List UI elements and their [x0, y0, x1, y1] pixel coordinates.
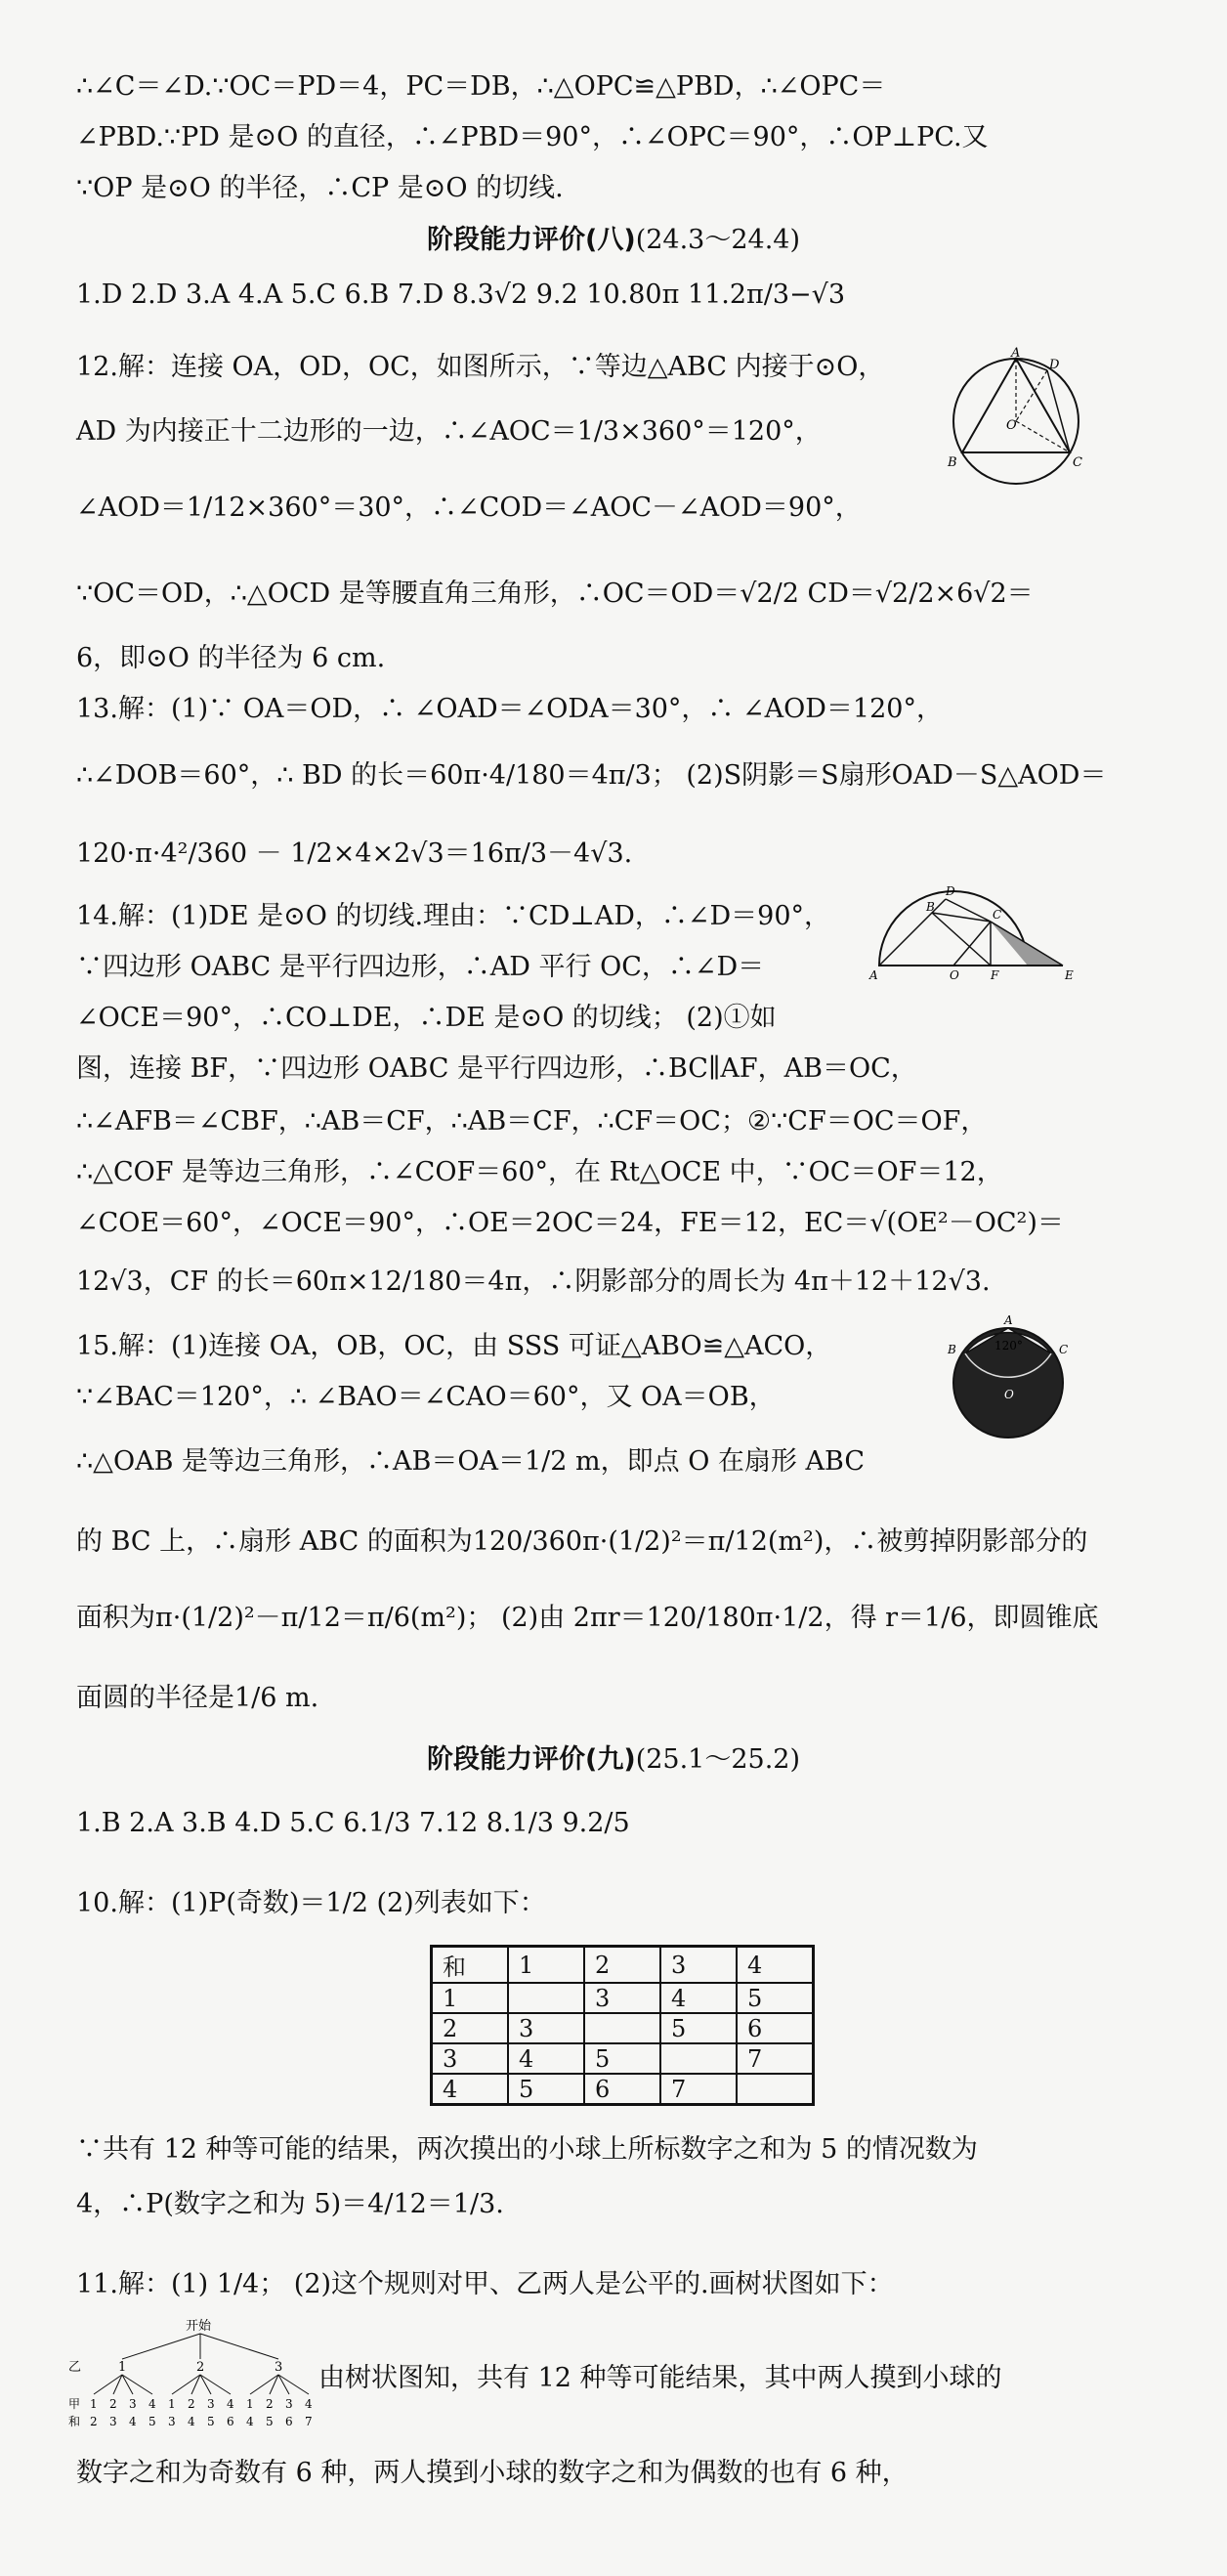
- fig-label: O: [950, 968, 959, 982]
- answer-line: 1.B 2.A 3.B 4.D 5.C 6.1/3 7.12 8.1/3 9.2/5: [76, 1808, 630, 1838]
- section-heading-title: 阶段能力评价(八): [427, 225, 636, 255]
- tree-leaf: 3: [129, 2397, 137, 2411]
- tree-sum: 2: [90, 2415, 98, 2428]
- tree-sum: 5: [207, 2415, 215, 2428]
- semicircle-figure-14: [867, 880, 1082, 992]
- text-line: ∠PBD.∵PD 是⊙O 的直径，∴∠PBD＝90°，∴∠OPC＝90°，∴OP⊥PC.又: [76, 122, 989, 152]
- text-line: ∴△OAB 是等边三角形，∴AB＝OA＝1/2 m，即点 O 在扇形 ABC: [76, 1446, 865, 1477]
- sum-table: [430, 1945, 815, 2106]
- text-line: ∴∠C＝∠D.∵OC＝PD＝4，PC＝DB，∴△OPC≌△PBD，∴∠OPC＝: [76, 71, 886, 102]
- table-cell: 5: [508, 2074, 584, 2105]
- tree-leaf: 3: [207, 2397, 215, 2411]
- text-line: ∴∠AFB＝∠CBF，∴AB＝CF，∴AB＝CF，∴CF＝OC；②∵CF＝OC＝OF，: [76, 1106, 988, 1137]
- text-line: 13.解：(1)∵ OA＝OD，∴ ∠OAD＝∠ODA＝30°，∴ ∠AOD＝120°，: [76, 694, 943, 724]
- tree-label-yi: 乙: [68, 2360, 82, 2375]
- text-line: ∵∠BAC＝120°，∴ ∠BAO＝∠CAO＝60°，又 OA＝OB，: [76, 1382, 776, 1412]
- table-cell: 6: [584, 2074, 660, 2105]
- text-line: ∠AOD＝1/12×360°＝30°，∴∠COD＝∠AOC－∠AOD＝90°，: [76, 493, 862, 523]
- sector-figure-15: [938, 1314, 1079, 1446]
- tree-node: 2: [196, 2360, 205, 2375]
- table-cell: 3: [508, 2013, 584, 2043]
- tree-leaf: 1: [246, 2397, 254, 2411]
- text-line: 的 BC 上，∴扇形 ABC 的面积为120/360π·(1/2)²＝π/12(m²)，∴被剪掉阴影部分的: [76, 1526, 1088, 1557]
- tree-node: 1: [118, 2360, 127, 2375]
- table-cell: [508, 1983, 584, 2013]
- table-cell: 4: [660, 1983, 737, 2013]
- tree-node: 3: [275, 2360, 283, 2375]
- text-line: 12.解：连接 OA，OD，OC，如图所示，∵等边△ABC 内接于⊙O，: [76, 352, 885, 382]
- section-heading-title: 阶段能力评价(九): [427, 1744, 636, 1775]
- fig-label: C: [1059, 1343, 1069, 1356]
- table-row: [432, 1947, 814, 1984]
- fig-label: D: [1049, 358, 1060, 372]
- table-cell: 和: [432, 1947, 509, 1984]
- text-line: 12√3，CF 的长＝60π×12/180＝4π，∴阴影部分的周长为 4π＋12＋12√3.: [76, 1267, 991, 1297]
- tree-sum: 5: [148, 2415, 156, 2428]
- tree-sum: 5: [266, 2415, 274, 2428]
- tree-leaf: 2: [188, 2397, 195, 2411]
- section-heading: [0, 1746, 1227, 1773]
- fig-label: C: [993, 908, 1002, 922]
- table-cell: [584, 2013, 660, 2043]
- tree-sum: 3: [109, 2415, 117, 2428]
- text-line: 面圆的半径是1/6 m.: [76, 1683, 319, 1713]
- text-line: 图，连接 BF，∵四边形 OABC 是平行四边形，∴BC∥AF，AB＝OC，: [76, 1053, 917, 1084]
- tree-sum: 4: [246, 2415, 254, 2428]
- table-cell: 4: [508, 2043, 584, 2074]
- tree-sum: 6: [285, 2415, 293, 2428]
- fig-label: B: [948, 455, 957, 470]
- text-line: 数字之和为奇数有 6 种，两人摸到小球的数字之和为偶数的也有 6 种，: [76, 2458, 909, 2488]
- text-line: ∠COE＝60°，∠OCE＝90°，∴OE＝2OC＝24，FE＝12，EC＝√(OE²－OC²)＝: [76, 1208, 1064, 1238]
- answer-line: 1.D 2.D 3.A 4.A 5.C 6.B 7.D 8.3√2 9.2 10.80π 11.2π/3−√3: [76, 279, 846, 310]
- text-line: AD 为内接正十二边形的一边，∴∠AOC＝1/3×360°＝120°，: [76, 416, 822, 447]
- table-cell: 2: [432, 2013, 509, 2043]
- tree-leaf: 1: [168, 2397, 176, 2411]
- fig-label: A: [869, 968, 878, 982]
- circle-figure-12: [938, 347, 1094, 494]
- table-cell: 3: [432, 2043, 509, 2074]
- tree-sum: 7: [305, 2415, 313, 2428]
- section-heading-range: (25.1～25.2): [635, 1744, 800, 1775]
- table-cell: 3: [660, 1947, 737, 1984]
- table-cell: 5: [660, 2013, 737, 2043]
- table-cell: 2: [584, 1947, 660, 1984]
- tree-leaf: 2: [266, 2397, 274, 2411]
- tree-sum: 4: [129, 2415, 137, 2428]
- tree-sum: 4: [188, 2415, 195, 2428]
- table-cell: 6: [737, 2013, 814, 2043]
- text-line: ∵OP 是⊙O 的半径，∴CP 是⊙O 的切线.: [76, 173, 564, 203]
- text-line: ∴∠DOB＝60°，∴ BD 的长＝60π·4/180＝4π/3； (2)S阴影＝S扇形OAD－S△AOD＝: [76, 760, 1107, 791]
- tree-leaf: 4: [305, 2397, 313, 2411]
- fig-label: B: [926, 900, 935, 914]
- text-line: 14.解：(1)DE 是⊙O 的切线.理由：∵CD⊥AD，∴∠D＝90°，: [76, 901, 831, 931]
- table-cell: [737, 2074, 814, 2105]
- table-row: [432, 2074, 814, 2105]
- table-cell: 5: [737, 1983, 814, 2013]
- tree-label-he: 和: [68, 2415, 81, 2428]
- table-cell: 3: [584, 1983, 660, 2013]
- table-row: [432, 2043, 814, 2074]
- table-cell: 5: [584, 2043, 660, 2074]
- tree-leaf: 3: [285, 2397, 293, 2411]
- table-cell: 4: [432, 2074, 509, 2105]
- table-cell: 7: [737, 2043, 814, 2074]
- fig-label: D: [946, 884, 955, 898]
- fig-label: C: [1073, 455, 1082, 470]
- fig-label: E: [1065, 968, 1074, 982]
- text-line: 15.解：(1)连接 OA，OB，OC，由 SSS 可证△ABO≌△ACO，: [76, 1331, 832, 1361]
- table-cell: 7: [660, 2074, 737, 2105]
- text-line: 6，即⊙O 的半径为 6 cm.: [76, 643, 386, 673]
- text-line: 11.解：(1) 1/4； (2)这个规则对甲、乙两人是公平的.画树状图如下：: [76, 2269, 894, 2299]
- fig-label: B: [948, 1343, 956, 1356]
- fig-label: O: [1006, 418, 1017, 433]
- tree-sum: 6: [227, 2415, 234, 2428]
- text-line: ∵四边形 OABC 是平行四边形，∴AD 平行 OC，∴∠D＝: [76, 952, 765, 982]
- text-line: ∵共有 12 种等可能的结果，两次摸出的小球上所标数字之和为 5 的情况数为: [76, 2134, 978, 2165]
- tree-sum: 3: [168, 2415, 176, 2428]
- table-cell: 4: [737, 1947, 814, 1984]
- tree-label-jia: 甲: [68, 2397, 81, 2411]
- fig-label: A: [1004, 1314, 1013, 1327]
- tree-root: 开始: [186, 2319, 212, 2334]
- text-line: 面积为π·(1/2)²－π/12＝π/6(m²)； (2)由 2πr＝120/180π·1/2，得 r＝1/6，即圆锥底: [76, 1603, 1099, 1633]
- tree-leaf: 2: [109, 2397, 117, 2411]
- fig-label: F: [991, 968, 999, 982]
- text-line: ∴△COF 是等边三角形，∴∠COF＝60°，在 Rt△OCE 中，∵OC＝OF＝12，: [76, 1157, 1003, 1187]
- text-line: 4，∴P(数字之和为 5)＝4/12＝1/3.: [76, 2189, 504, 2219]
- fig-label: 120°: [994, 1339, 1023, 1352]
- text-line: ∠OCE＝90°，∴CO⊥DE，∴DE 是⊙O 的切线； (2)①如: [76, 1003, 777, 1033]
- fig-label: A: [1011, 347, 1021, 361]
- text-line: 10.解：(1)P(奇数)＝1/2 (2)列表如下：: [76, 1888, 546, 1918]
- tree-leaf: 4: [227, 2397, 234, 2411]
- section-heading-range: (24.3～24.4): [635, 225, 800, 255]
- table-cell: 1: [508, 1947, 584, 1984]
- tree-leaf: 1: [90, 2397, 98, 2411]
- table-cell: [660, 2043, 737, 2074]
- fig-label: O: [1004, 1388, 1014, 1401]
- section-heading: [0, 227, 1227, 253]
- text-line: ∵OC＝OD，∴△OCD 是等腰直角三角形，∴OC＝OD＝√2/2 CD＝√2/2×6√2＝: [76, 579, 1034, 609]
- text-line: 120·π·4²/360 － 1/2×4×2√3＝16π/3－4√3.: [76, 838, 633, 869]
- tree-diagram: [68, 2316, 317, 2438]
- table-cell: 1: [432, 1983, 509, 2013]
- table-row: [432, 1983, 814, 2013]
- text-line: 由树状图知，共有 12 种等可能结果，其中两人摸到小球的: [318, 2363, 1002, 2393]
- tree-leaf: 4: [148, 2397, 156, 2411]
- table-row: [432, 2013, 814, 2043]
